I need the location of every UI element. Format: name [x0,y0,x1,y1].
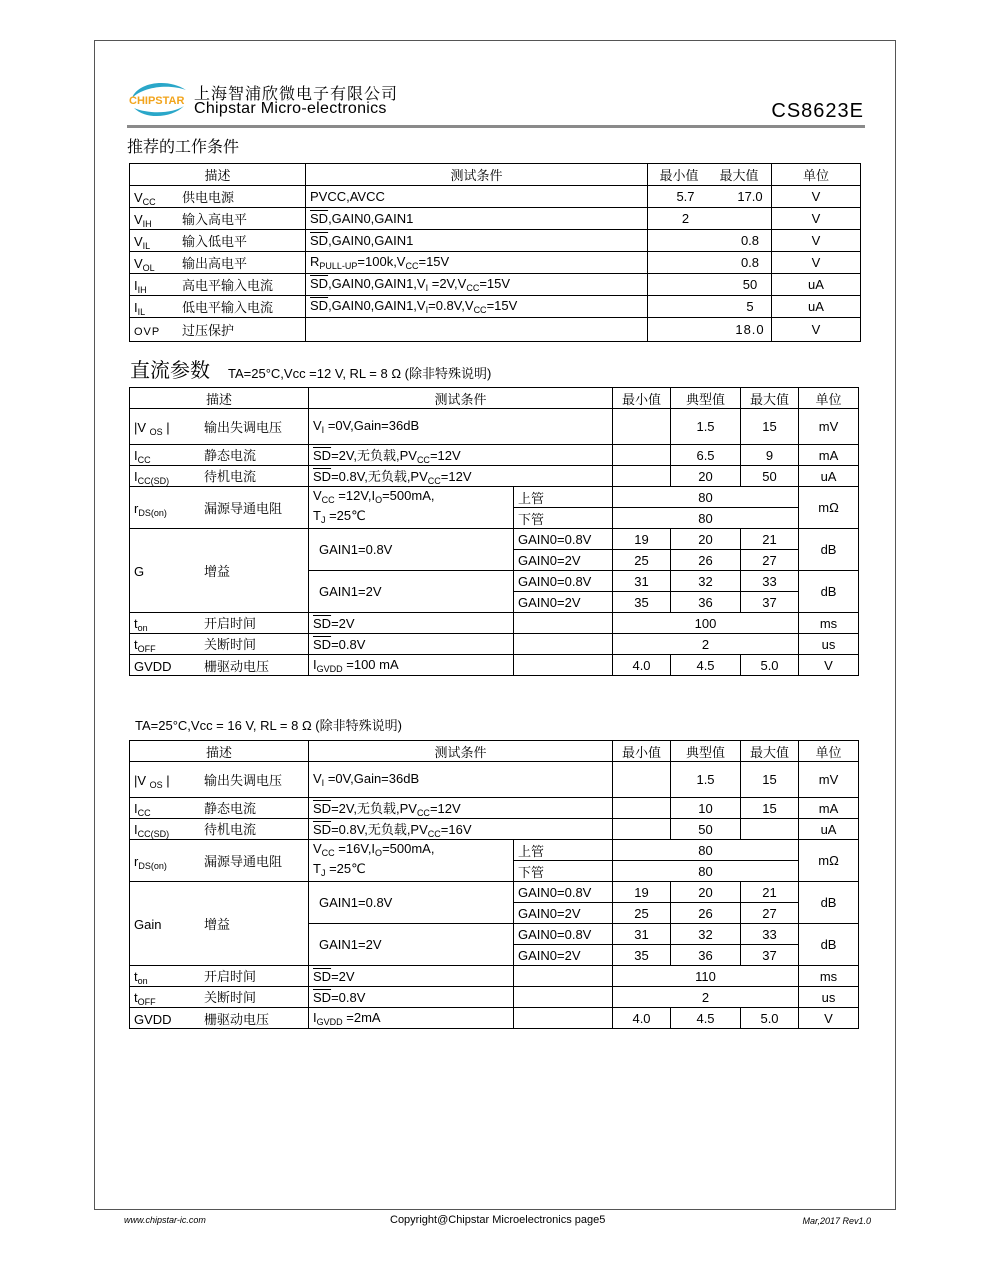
row-cond: =2mA [342,1009,381,1025]
row-unit: us [799,634,859,655]
row-max: 15 [741,409,799,445]
header-desc: 描述 [130,741,309,762]
company-name-en: Chipstar Micro-electronics [194,100,387,117]
table-row: $t_{OFF}$ 关断时间 $\overline{SD}=0.8V$ 2 us [130,987,859,1008]
row-max: 37 [741,945,799,966]
sd-text: $\overline{SD}$ [310,276,329,291]
table-row: $I_{CC(SD)}$ 待机电流 $\overline{SD}=0.8V$,无负载$,PV_{CC}=12V$ 20 50 uA [130,466,859,487]
table-row: $I_{CC(SD)}$ 待机电流 $\overline{SD}=0.8V$,无负载$,PV_{CC}=16V$ 50 uA [130,819,859,840]
header-min: 最小值 [613,741,671,762]
row-unit: V [772,318,861,342]
row-cond: =2V [331,615,355,631]
row-cond: GAIN1=0.8V [309,882,514,924]
row-min: 4.0 [613,1008,671,1029]
row-typ: 26 [671,903,741,924]
row-cond: =12V,I [338,487,376,503]
table-row: $I_{CC}$ 静态电流 $\overline{SD}=2V$,无负载$,PV_{CC}=12V$ 6.5 9 mA [130,445,859,466]
table-row [130,882,859,903]
sd-text: $\overline{SD}$ [310,211,329,226]
row-max: 5 [746,299,754,314]
row-cond: =0.8V [331,989,366,1005]
row-typ: 32 [671,924,741,945]
row-typ: 36 [671,592,741,613]
row-cond-tj: =25℃ [329,507,366,523]
gvdd-symbol: GVDD [134,1011,172,1027]
row-lower: 下管 [514,508,613,529]
ovp-symbol: OVP [134,326,161,338]
row-unit: V [772,252,861,274]
row-cond: PVCC,AVCC [306,186,648,208]
table-row [130,318,861,342]
row-unit: uA [799,466,859,487]
row-unit: dB [799,529,859,571]
table-row: $V_{OL}$ 输出高电平 $R_{PULL-UP}=100k,V_{CC}=15V$ 0.8 V [130,252,861,274]
table-row: |V $_{OS}$ | 输出失调电压 $V_I$ =0V,Gain=36dB 1.5 15 mV [130,762,859,798]
table-row: GVDD 栅驱动电压 $I_{GVDD} =2mA$ 4.0 4.5 5.0 V [130,1008,859,1029]
header-cond: 测试条件 [309,741,613,762]
header-desc: 描述 [130,164,306,186]
row-cond-tail: =12V [429,448,461,463]
row-typ: 1.5 [671,409,741,445]
row-unit: mA [799,445,859,466]
row-typ: 6.5 [671,445,741,466]
row-typ: 36 [671,945,741,966]
table-header-row [130,164,861,186]
table-row: $r_{DS(on)}$ 漏源导通电阻 $V_{CC} =12V,I_O=500mA$, $T_J$ =25℃ 上管 80 mΩ [130,487,859,508]
row-cond: =0.8V,无负载,PV [331,469,428,484]
table-row: $t_{OFF}$ 关断时间 $\overline{SD}=0.8V$ 2 us [130,634,859,655]
row-cond: =2V,无负载,PV [331,801,417,816]
gain-symbol: Gain [134,917,162,932]
row-desc: 输出高电平 [182,255,248,271]
row-typ: 26 [671,550,741,571]
row-unit: uA [772,296,861,318]
row-desc: 增益 [204,917,231,932]
part-number: CS8623E [771,100,864,122]
row-cond: =100 mA [342,656,399,672]
logo-text: CHIPSTAR [129,95,185,107]
row-min: 19 [613,882,671,903]
row-max: 27 [741,903,799,924]
row-typ: 20 [671,466,741,487]
dc-condition-16v: TA=25°C,Vcc = 16 V, RL = 8 Ω (除非特殊说明) [135,718,402,733]
row-subcond: GAIN0=0.8V [514,924,613,945]
row-subcond: GAIN0=2V [514,945,613,966]
header-max: 最大值 [719,168,759,183]
row-subcond: GAIN0=2V [514,550,613,571]
row-min: 25 [613,550,671,571]
row-typ: 1.5 [671,762,741,798]
table-row: $t_{on}$ 开启时间 $\overline{SD}=2V$ 110 ms [130,966,859,987]
header-unit: 单位 [799,388,859,409]
row-subcond: GAIN0=0.8V [514,882,613,903]
table-header-row [130,741,859,762]
dc-params-table-16v [129,740,859,1029]
row-max: 9 [741,445,799,466]
row-min: 31 [613,571,671,592]
row-typ: 50 [671,819,741,840]
row-max: 0.8 [740,233,760,248]
row-typ: 20 [671,882,741,903]
row-unit: V [772,208,861,230]
row-cond: =0.8V [331,636,366,652]
row-unit: V [799,655,859,676]
row-min: 19 [613,529,671,550]
table-header-row [130,388,859,409]
row-cond-tail: =500mA, [382,840,435,856]
row-max: 50 [741,466,799,487]
row-typ: 110 [613,966,799,987]
row-unit: mV [799,409,859,445]
header-typ: 典型值 [671,388,741,409]
row-unit: mΩ [799,840,859,882]
row-unit: us [799,987,859,1008]
table-row: $I_{IL}$ 低电平输入电流 $\overline{SD},GAIN0,GAIN1,V_I=0.8V,V_{CC}=15V$ 5 uA [130,296,861,318]
row-min: 4.0 [613,655,671,676]
row-desc: 静态电流 [204,801,257,816]
row-upper: 上管 [514,840,613,861]
row-cond-tail: =12V [429,801,461,816]
table-row: $V_{CC}$ 供电电源 PVCC,AVCC 5.7 17.0 V [130,186,861,208]
row-cond-tail: =16V [440,822,472,837]
row-desc: 关断时间 [204,637,257,652]
row-min: 25 [613,903,671,924]
table-row: $V_{IL}$ 输入低电平 $\overline{SD},GAIN0,GAIN1$ 0.8 V [130,230,861,252]
gain-symbol: G [134,564,145,579]
row-desc: 输出失调电压 [204,419,283,435]
table-row: |V $_{OS}$ | 输出失调电压 $V_I$ =0V,Gain=36dB 1.5 15 mV [130,409,859,445]
row-min: 5.7 [676,189,695,204]
row-unit: ms [799,613,859,634]
header-min: 最小值 [659,168,699,183]
table-row: $I_{IH}$ 高电平输入电流 $\overline{SD},GAIN0,GAIN1,V_I =2V,V_{CC}=15V$ 50 uA [130,274,861,296]
footer-copyright: Copyright@Chipstar Microelectronics page5 [390,1214,606,1226]
dc-params-table-12v [129,387,859,676]
row-cond: GAIN1=0.8V [309,529,514,571]
row-desc: 待机电流 [204,469,257,484]
row-typ: 80 [613,861,799,882]
row-desc: 输入高电平 [182,211,248,227]
row-unit: uA [799,819,859,840]
section-title-dc-params: 直流参数 [130,360,210,382]
row-desc: 静态电流 [204,448,257,463]
section-title-operating-conditions: 推荐的工作条件 [127,139,240,156]
header-typ: 典型值 [671,741,741,762]
row-unit: V [799,1008,859,1029]
header-unit: 单位 [799,741,859,762]
header-divider [127,125,865,128]
table-row [130,529,859,550]
dc-condition-12v: TA=25°C,Vcc =12 V, RL = 8 Ω (除非特殊说明) [228,366,492,381]
sd-text: $\overline{SD}$ [310,233,329,248]
row-max: 33 [741,924,799,945]
row-typ: 10 [671,798,741,819]
header-cond: 测试条件 [309,388,613,409]
row-max: 0.8 [740,255,760,270]
row-typ: 32 [671,571,741,592]
row-min: 35 [613,592,671,613]
sd-text: $\overline{SD}$ [310,298,329,313]
row-min: 2 [681,211,690,226]
row-subcond: GAIN0=0.8V [514,571,613,592]
row-typ: 20 [671,529,741,550]
header-max: 最大值 [741,388,799,409]
header-min: 最小值 [613,388,671,409]
row-upper: 上管 [514,487,613,508]
row-typ: 4.5 [671,655,741,676]
row-cond-tj: =25℃ [329,860,366,876]
row-desc: 输入低电平 [182,233,248,249]
row-min: 35 [613,945,671,966]
row-max: 27 [741,550,799,571]
row-desc: 高电平输入电流 [182,277,274,293]
row-cond: =0V,Gain=36dB [327,418,420,433]
row-cond: =0V,Gain=36dB [327,771,420,786]
header-desc: 描述 [130,388,309,409]
row-cond: =16V,I [334,840,376,856]
row-unit: mV [799,762,859,798]
row-max: 50 [742,277,758,292]
row-desc: 开启时间 [204,969,257,984]
table-row: $V_{IH}$ 输入高电平 $\overline{SD},GAIN0,GAIN1$ 2 V [130,208,861,230]
header-unit: 单位 [772,164,861,186]
row-cond: =0.8V,无负载,PV [331,822,428,837]
row-cond-tail: =12V [440,469,472,484]
row-desc: 栅驱动电压 [204,658,270,674]
row-desc: 关断时间 [204,990,257,1005]
gvdd-symbol: GVDD [134,658,172,674]
row-desc: 增益 [204,564,231,579]
row-typ: 80 [613,487,799,508]
row-typ: 80 [613,840,799,861]
row-typ: 2 [613,634,799,655]
row-max: 18.0 [735,322,765,337]
row-cond-tail: =500mA, [382,487,435,503]
row-max [741,819,799,840]
row-max: 17.0 [737,189,763,204]
row-desc: 栅驱动电压 [204,1011,270,1027]
table-row: $t_{on}$ 开启时间 $\overline{SD}=2V$ 100 ms [130,613,859,634]
row-desc: 供电电源 [182,189,235,205]
row-max: 33 [741,571,799,592]
row-unit: dB [799,571,859,613]
row-typ: 100 [613,613,799,634]
row-desc: 低电平输入电流 [182,299,274,315]
row-unit: dB [799,924,859,966]
row-desc: 漏源导通电阻 [204,853,283,869]
row-min: 31 [613,924,671,945]
row-unit: mA [799,798,859,819]
row-unit: V [772,230,861,252]
table-row: $r_{DS(on)}$ 漏源导通电阻 $V_{CC} =16V,I_O=500mA$, $T_J$ =25℃ 上管 80 mΩ [130,840,859,861]
row-subcond: GAIN0=0.8V [514,529,613,550]
footer-website[interactable]: www.chipstar-ic.com [124,1215,206,1225]
row-max: 21 [741,882,799,903]
row-cond: GAIN1=2V [309,571,514,613]
row-cond: ,GAIN0,GAIN1 [328,233,414,248]
row-max: 15 [741,798,799,819]
row-cond: =2V,无负载,PV [331,448,417,463]
row-unit: V [772,186,861,208]
row-cond: ,GAIN0,GAIN1 [328,211,414,226]
header-cond: 测试条件 [306,164,648,186]
row-max: 5.0 [741,655,799,676]
row-max: 5.0 [741,1008,799,1029]
row-desc: 输出失调电压 [204,772,283,788]
header-max: 最大值 [741,741,799,762]
row-desc: 漏源导通电阻 [204,500,283,516]
footer-date: Mar,2017 Rev1.0 [802,1216,871,1226]
row-unit: mΩ [799,487,859,529]
table-row: GVDD 栅驱动电压 $I_{GVDD} =100$ mA 4.0 4.5 5.0 V [130,655,859,676]
row-cond: GAIN1=2V [309,924,514,966]
row-unit: ms [799,966,859,987]
row-max: 37 [741,592,799,613]
row-subcond: GAIN0=2V [514,903,613,924]
row-subcond: GAIN0=2V [514,592,613,613]
row-unit: dB [799,882,859,924]
row-typ: 80 [613,508,799,529]
row-lower: 下管 [514,861,613,882]
company-name-cn: 上海智浦欣微电子有限公司 [194,86,399,103]
operating-conditions-table [129,163,861,342]
row-cond: =2V [331,968,355,984]
row-desc: 待机电流 [204,822,257,837]
row-desc: 开启时间 [204,616,257,631]
row-max: 21 [741,529,799,550]
row-max: 15 [741,762,799,798]
row-typ: 2 [613,987,799,1008]
table-row: $I_{CC}$ 静态电流 $\overline{SD}=2V$,无负载$,PV_{CC}=12V$ 10 15 mA [130,798,859,819]
chipstar-logo [128,80,188,118]
row-typ: 4.5 [671,1008,741,1029]
row-unit: uA [772,274,861,296]
row-desc: 过压保护 [182,323,235,338]
